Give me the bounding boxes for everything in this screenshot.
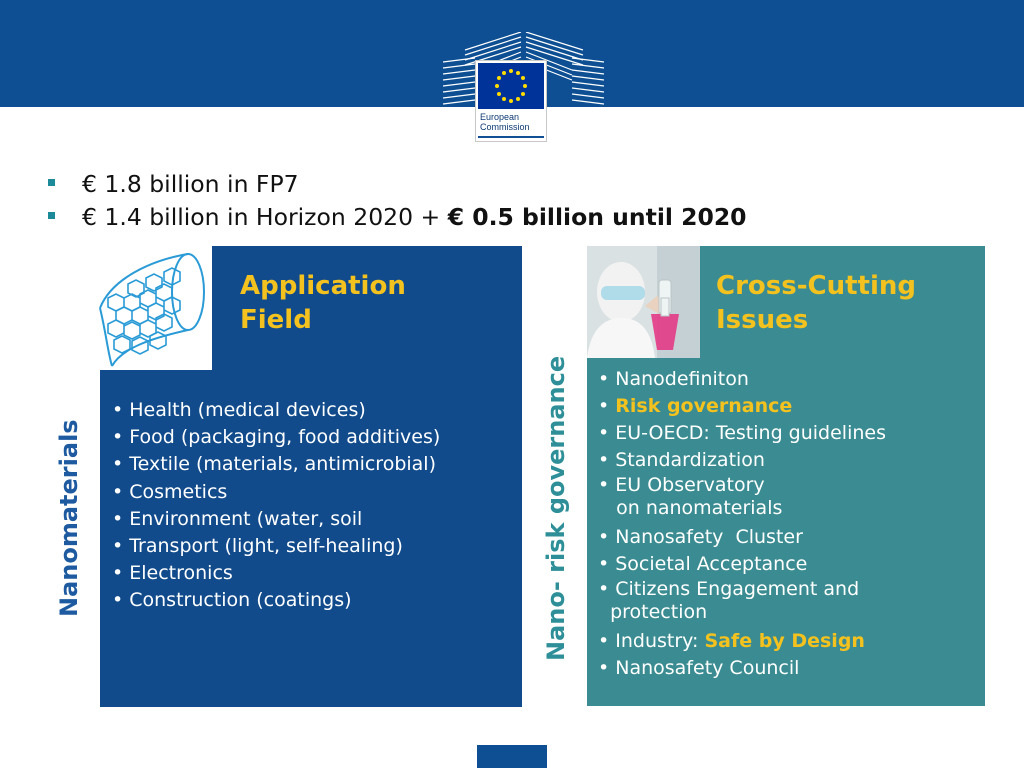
list-item [598, 578, 886, 628]
list-item [598, 628, 886, 655]
list-item: • Nanodefiniton [598, 368, 749, 390]
risk-governance-highlight: Risk governance [615, 395, 793, 417]
list-item: • Societal Acceptance [598, 553, 808, 575]
list-item: • Nanosafety Cluster [598, 526, 803, 548]
lab-scientist-photo [587, 246, 700, 358]
logo-text-line1: European [480, 112, 520, 122]
cross-title-line1: Cross-Cutting [716, 271, 916, 301]
list-item: • Environment (water, soil [112, 507, 363, 530]
list-item-line2: protection [598, 601, 708, 623]
nano-risk-governance-label: Nano- risk governance [542, 355, 570, 661]
application-field-list [112, 397, 440, 615]
bullet-horizon [48, 203, 747, 231]
list-item: • Standardization [598, 449, 765, 471]
cross-cutting-title [716, 269, 916, 337]
list-item [598, 393, 886, 420]
list-item: • Construction (coatings) [112, 589, 352, 612]
nanomaterials-label: Nanomaterials [55, 419, 83, 617]
list-item-prefix: • [598, 395, 616, 417]
cross-cutting-list [598, 366, 886, 682]
list-item: • Food (packaging, food additives) [112, 426, 441, 449]
nanotube-image [92, 248, 212, 370]
list-item-line2: on nanomaterials [598, 497, 783, 519]
european-commission-logo [475, 60, 547, 142]
application-title-line1: Application [240, 271, 406, 301]
list-item: • EU-OECD: Testing guidelines [598, 422, 886, 444]
logo-text-line2: Commission [480, 122, 530, 132]
application-field-title [240, 269, 406, 337]
square-bullet-icon [48, 179, 55, 186]
bullet-horizon-bold: € 0.5 billion until 2020 [447, 203, 747, 231]
list-item: • Nanosafety Council [598, 657, 800, 679]
list-item: • Electronics [112, 562, 233, 585]
square-bullet-icon [48, 212, 55, 219]
list-item: • Transport (light, self-healing) [112, 534, 403, 557]
logo-text [480, 112, 530, 132]
list-item: • Textile (materials, antimicrobial) [112, 453, 436, 476]
safe-by-design-highlight: Safe by Design [704, 630, 865, 652]
bullet-fp7-text: € 1.8 billion in FP7 [82, 170, 299, 198]
list-item-line1: • EU Observatory [598, 474, 765, 496]
application-title-line2: Field [240, 305, 312, 335]
footer-tab [477, 745, 547, 768]
bullet-fp7 [48, 170, 299, 198]
logo-underline [478, 136, 544, 138]
eu-flag-icon [478, 63, 544, 109]
bullet-horizon-text: € 1.4 billion in Horizon 2020 + [82, 203, 448, 231]
list-item-line1: • Citizens Engagement and [598, 578, 860, 600]
cross-title-line2: Issues [716, 305, 809, 335]
list-item [598, 474, 886, 524]
list-item: • Health (medical devices) [112, 399, 366, 421]
list-item: • Cosmetics [112, 480, 228, 503]
list-item-prefix: • Industry: [598, 630, 705, 652]
